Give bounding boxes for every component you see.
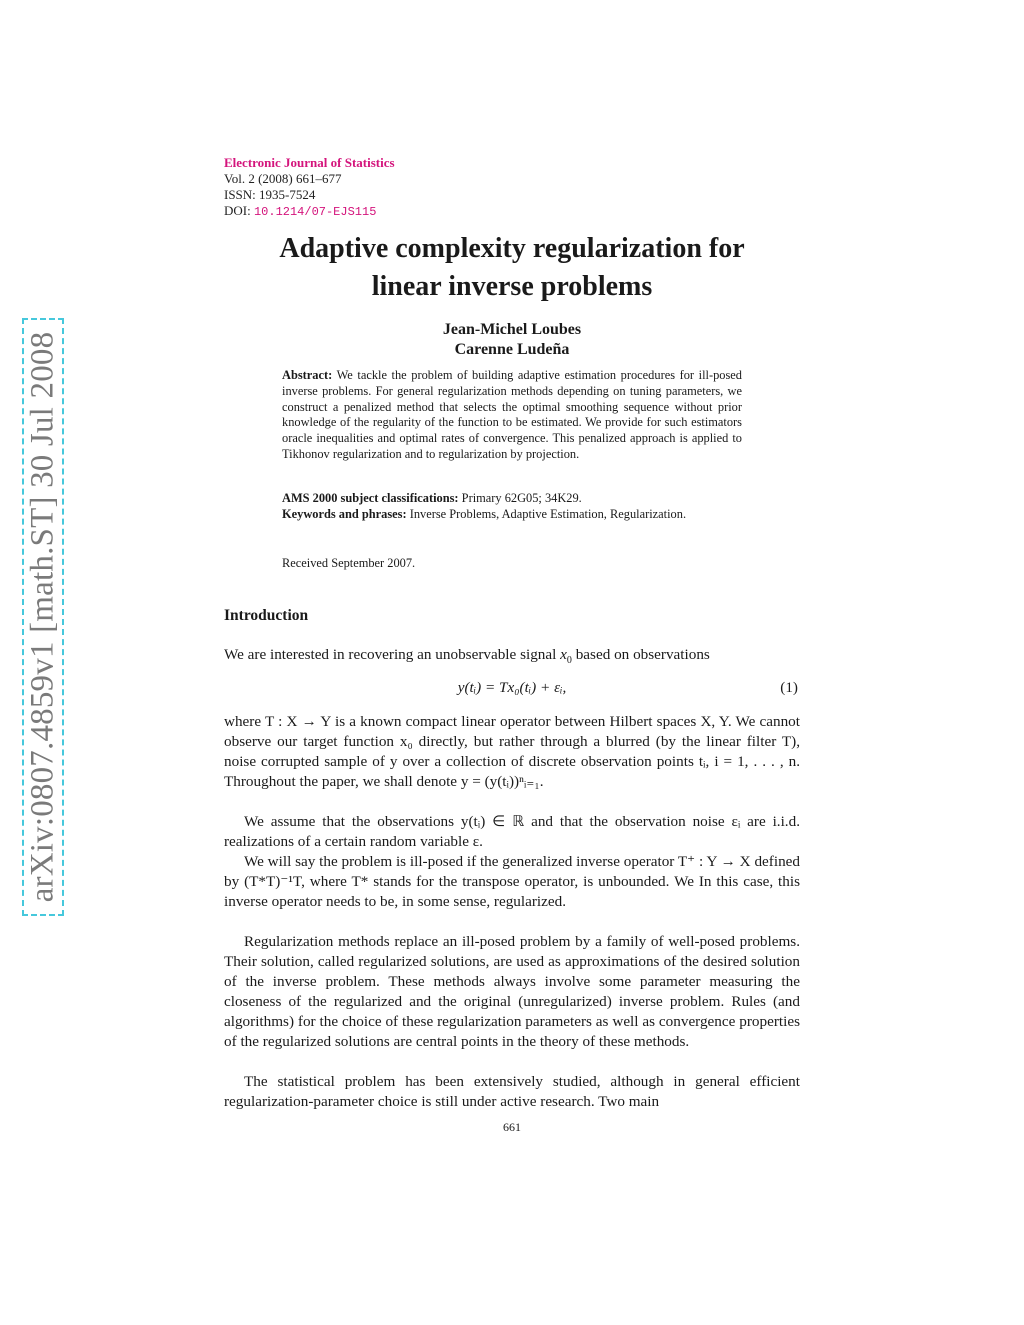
paragraph-text: where T : X → Y is a known compact linear operator between Hilbert spaces X, Y. We cannot observe our target function x₀ directly, but rather through a blurred (by the linear filter T), noise corrupted sample of y over a collection of discrete observation points tᵢ, i = 1, . . . , n. Throughout the paper, we shall denote y = (y(tᵢ))ⁿᵢ₌₁. (224, 713, 800, 790)
issn-info: ISSN: 1935-7524 (224, 187, 316, 202)
classifications (282, 491, 742, 523)
paragraph-text: The statistical problem has been extensively studied, although in general efficient regularization-parameter choice is still under active research. Two main (224, 1073, 800, 1110)
paper-title (224, 230, 800, 306)
intro-text-1: We are interested in recovering an unobservable signal (224, 646, 561, 663)
arxiv-identifier: arXiv:0807.4859v1 [math.ST] 30 Jul 2008 (24, 331, 61, 903)
doi-info (224, 203, 395, 220)
keywords-value: Inverse Problems, Adaptive Estimation, Regularization. (409, 506, 687, 521)
journal-name[interactable]: Electronic Journal of Statistics (224, 155, 395, 170)
ams-classification (282, 491, 742, 507)
ams-value: Primary 62G05; 34K29. (461, 491, 582, 505)
authors-block (224, 320, 800, 360)
equation-expression: y(tᵢ) = Tx₀(tᵢ) + εᵢ, (457, 679, 567, 696)
paragraph-ill-posed (224, 852, 800, 912)
doi-link[interactable]: 10.1214/07-EJS115 (253, 205, 377, 219)
arxiv-stamp (22, 318, 64, 916)
doi-label: DOI: (224, 203, 254, 218)
intro-subscript: 0 (566, 655, 572, 667)
title-line-2: linear inverse problems (371, 271, 653, 302)
section-heading: Introduction (224, 607, 309, 624)
abstract-label: Abstract: (282, 368, 333, 382)
title-line-1: Adaptive complexity regularization for (279, 233, 745, 264)
intro-sentence (224, 645, 800, 671)
keywords (282, 507, 742, 523)
abstract (282, 368, 742, 463)
paragraph-regularization (224, 932, 800, 1052)
equation-number: (1) (780, 679, 798, 696)
author-name: Carenne Ludeña (454, 341, 570, 358)
paragraph-text: Regularization methods replace an ill-posed problem by a family of well-posed problems. Their solution, called regularized solutions, are used as approximations of the desired solution of the inverse problem. These methods always involve some parameter measuring the closeness of the regularized and the original (unregularized) inverse problem. Rules (and algorithms) for the choice of these regularization parameters as well as convergence properties of the regularized solutions are central points in the theory of these methods. (224, 933, 800, 1050)
equation-1 (224, 679, 800, 699)
intro-text-2: based on observations (571, 646, 710, 663)
paragraph-noise (224, 812, 800, 852)
journal-header (224, 155, 395, 220)
intro-var: x (560, 646, 567, 663)
received-date: Received September 2007. (282, 556, 416, 570)
paragraph-operator (224, 712, 800, 792)
page-number: 661 (503, 1120, 521, 1134)
paragraph-text: We assume that the observations y(tᵢ) ∈ ℝ and that the observation noise εᵢ are i.i.d. realizations of a certain random variable ε. (224, 813, 800, 850)
ams-label: AMS 2000 subject classifications: (282, 491, 459, 505)
author-name: Jean-Michel Loubes (442, 321, 582, 338)
paragraph-text: We will say the problem is ill-posed if the generalized inverse operator T⁺ : Y → X defined by (T*T)⁻¹T, where T* stands for the transpose operator, is unbounded. We In this case, this inverse operator needs to be, in some sense, regularized. (224, 853, 800, 910)
abstract-text: We tackle the problem of building adaptive estimation procedures for ill-posed inverse problems. For general regularization methods depending on tuning parameters, we construct a penalized method that selects the optimal smoothing sequence without prior knowledge of the regularity of the function to be estimated. We provide for such estimators oracle inequalities and optimal rates of convergence. This penalized approach is applied to Tikhonov regularization and to regularization by projection. (282, 368, 742, 461)
volume-info: Vol. 2 (2008) 661–677 (224, 171, 342, 186)
paragraph-statistical (224, 1072, 800, 1112)
keywords-label: Keywords and phrases: (282, 506, 407, 521)
